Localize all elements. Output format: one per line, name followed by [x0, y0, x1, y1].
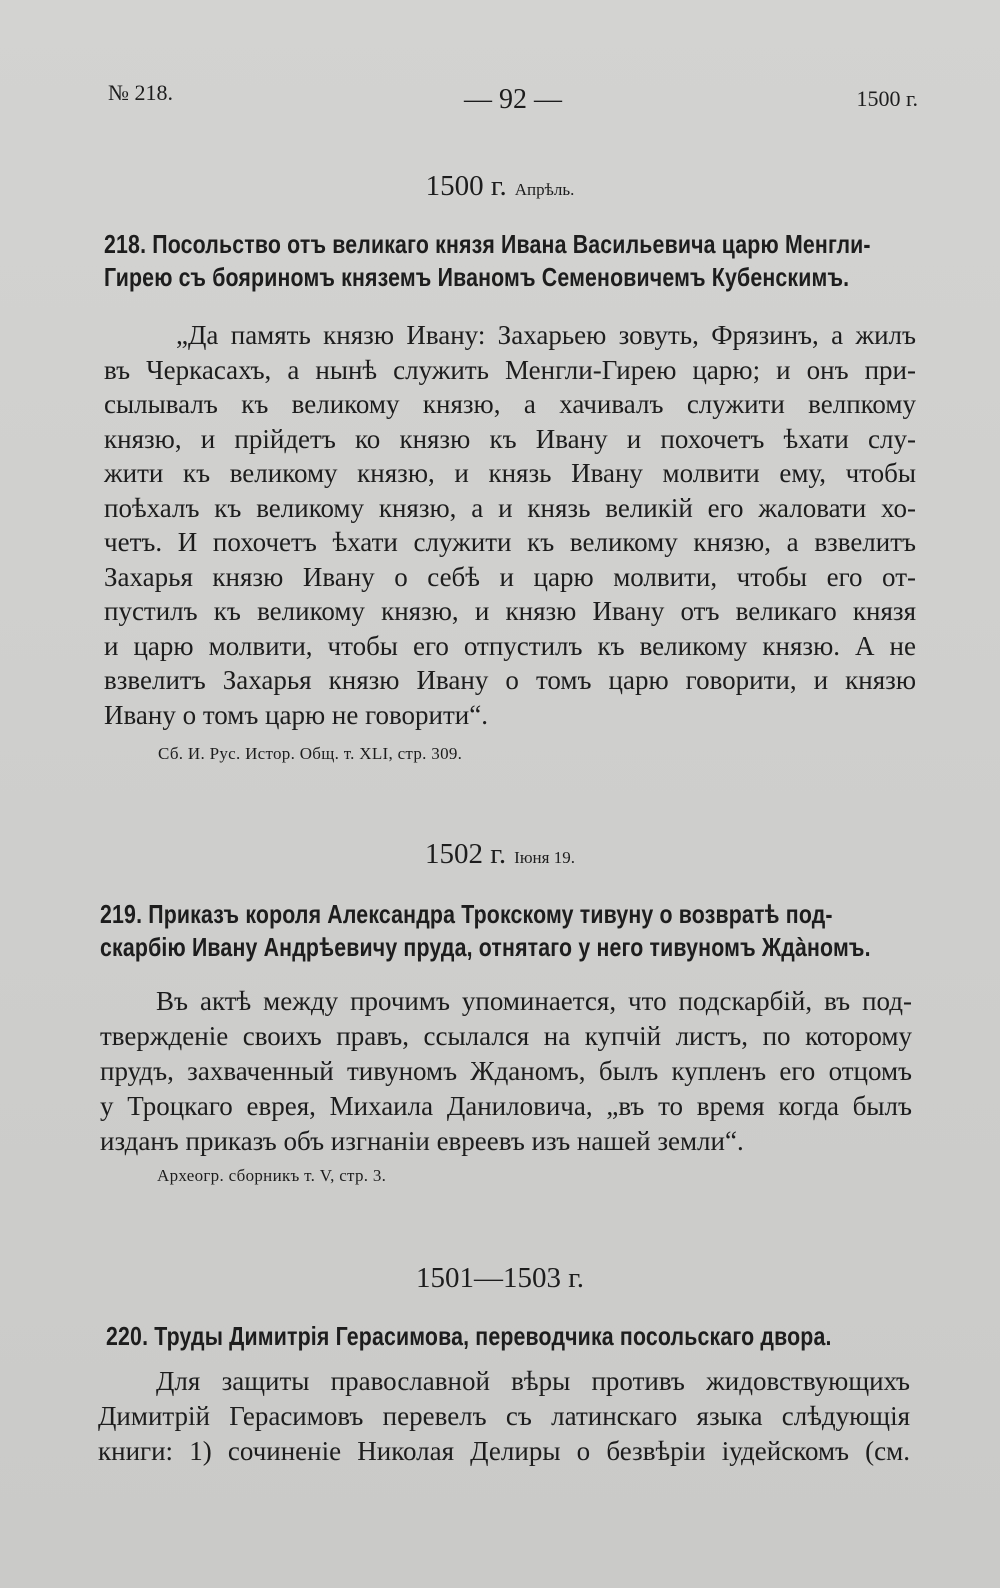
text-line: Ивану о томъ царю не говорити“. — [104, 699, 488, 730]
text-line: у Троцкаго еврея, Михаила Даниловича, „въ то время когда былъ — [100, 1091, 912, 1121]
text-line: сылывалъ къ великому князю, а хачивалъ служити велпкому — [104, 389, 916, 419]
entry-220-text — [98, 1364, 910, 1469]
text-line: прудъ, захваченный тивуномъ Жданомъ, былъ купленъ его отцомъ — [100, 1056, 912, 1086]
year-header: 1500 г. — [856, 86, 918, 111]
entry-219-date — [0, 838, 1000, 871]
text-line: „Да память князю Ивану: Захарьею зовуть, Фрязинъ, а жилъ — [176, 320, 916, 350]
entry-220-heading-line: 220. Труды Димитрія Герасимова, переводчика посольскаго двора. — [106, 1321, 832, 1351]
text-line: четъ. И похочетъ ѣхати служити къ великому князю, а взвелитъ — [104, 527, 916, 557]
entry-220-year: 1501—1503 г. — [415, 1262, 585, 1294]
text-line: пустилъ къ великому князю, и князю Ивану отъ великаго князя — [104, 596, 916, 626]
entry-218-year: 1500 г. — [425, 170, 507, 202]
entry-219-year: 1502 г. — [425, 838, 507, 870]
text-line: Въ актѣ между прочимъ упоминается, что подскарбій, въ под- — [156, 986, 912, 1016]
text-line: поѣхалъ къ великому князю, а и князь великій его жаловати хо- — [104, 492, 916, 523]
entry-219-text — [100, 984, 912, 1159]
entry-218-source: Сб. И. Рус. Истор. Общ. т. XLI, стр. 309. — [158, 744, 463, 763]
text-line: взвелитъ Захарья князю Ивану о томъ царю говорити, и князю — [104, 665, 916, 695]
entry-219-heading-line: 219. Приказъ короля Александра Трокскому тивуну о возвратѣ под- — [100, 899, 833, 929]
text-line: князю, и прійдетъ ко князю къ Ивану и похочетъ ѣхати слу- — [104, 423, 916, 454]
entry-219-month: Іюня 19. — [514, 848, 575, 867]
text-line: твержденіе своихъ правъ, ссылался на купчій листъ, по которому — [100, 1021, 912, 1051]
text-line: Димитрій Герасимовъ перевелъ съ латинскаго языка слѣдующія — [98, 1401, 910, 1431]
entry-218-date — [0, 170, 1000, 203]
entry-number-header: № 218. — [108, 80, 173, 105]
text-line: изданъ приказъ объ изгнаніи евреевъ изъ нашей земли“. — [100, 1126, 744, 1156]
entry-218-heading-line: 218. Посольство отъ великаго князя Ивана Васильевича царю Менгли- — [104, 229, 871, 259]
entry-219-source: Археогр. сборникъ т. V, стр. 3. — [157, 1166, 387, 1185]
text-line: Захарья князю Ивану о себѣ и царю молвити, чтобы его от- — [104, 561, 916, 592]
entry-218-heading — [104, 228, 924, 294]
text-line: въ Черкасахъ, а нынѣ служить Менгли-Гирею царю; и онъ при- — [104, 354, 916, 385]
entry-219-heading-line: скарбію Ивану Андрѣевичу пруда, отнятаго у него тивуномъ Ждàномъ. — [100, 932, 871, 962]
entry-219-heading — [100, 898, 920, 964]
entry-218-text — [104, 318, 916, 732]
entry-220-heading — [106, 1320, 926, 1353]
entry-220-date — [0, 1262, 1000, 1295]
text-line: Для защиты православной вѣры противъ жидовствующихъ — [156, 1366, 910, 1396]
running-head — [108, 80, 918, 120]
text-line: книги: 1) сочиненіе Николая Делиры о безвѣріи іудейскомъ (см. — [98, 1436, 910, 1466]
text-line: и царю молвити, чтобы его отпустилъ къ великому князю. А не — [104, 630, 916, 661]
text-line: жити къ великому князю, и князь Ивану молвити ему, чтобы — [104, 458, 916, 488]
page-number: — 92 — — [464, 84, 562, 115]
entry-218-heading-line: Гирею съ бояриномъ княземъ Иваномъ Семеновичемъ Кубенскимъ. — [104, 262, 850, 292]
entry-218-month: Апрѣль. — [514, 180, 575, 199]
